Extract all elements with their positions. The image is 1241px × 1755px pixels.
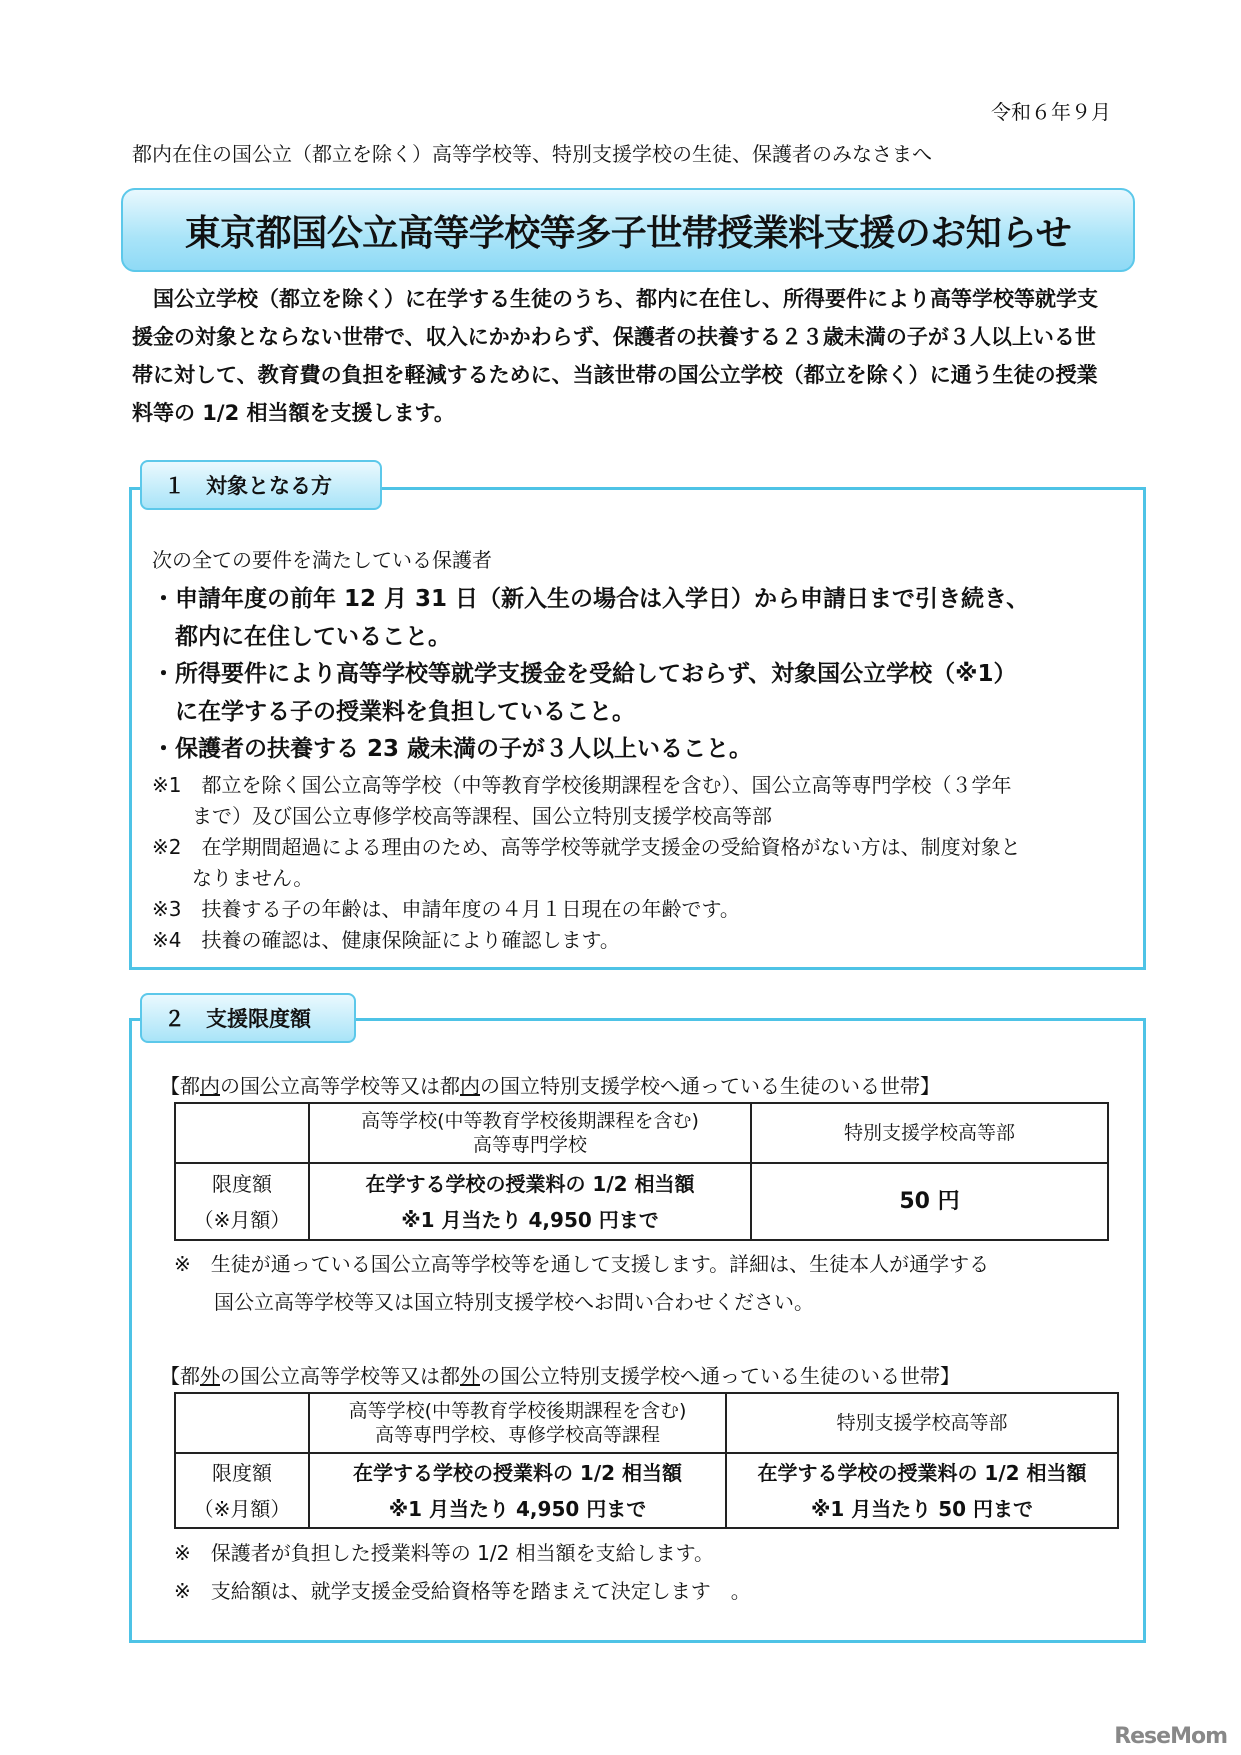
cell-text: 在学する学校の授業料の 1/2 相当額 (365, 1171, 695, 1196)
date: 令和６年９月 (991, 100, 1111, 124)
section2-heading: ２ 支援限度額 (140, 993, 356, 1043)
table2-cell1 (309, 1453, 726, 1528)
table1-caption (160, 1070, 940, 1099)
table2-header-col1 (309, 1393, 726, 1453)
section1-lead: 次の全ての要件を満たしている保護者 (152, 548, 492, 572)
table2-header-col2: 特別支援学校高等部 (726, 1393, 1118, 1453)
table2-note-2: ※ 支給額は、就学支援金受給資格等を踏まえて決定します 。 (174, 1579, 751, 1603)
caption-text: の国公立高等学校等又は都 (220, 1364, 460, 1388)
caption-text: 【都 (160, 1074, 200, 1098)
cell-text: ※1 月当たり 4,950 円まで (401, 1207, 659, 1232)
bullet-1-line-1: ・申請年度の前年 12 月 31 日（新入生の場合は入学日）から申請日まで引き続き、 (152, 586, 1030, 612)
bullet-3: ・保護者の扶養する 23 歳未満の子が３人以上いること。 (152, 736, 753, 762)
intro-paragraph: 国公立学校（都立を除く）に在学する生徒のうち、都内に在住し、所得要件により高等学校等就学支援金の対象とならない世帯で、収入にかかわらず、保護者の扶養する２３歳未満の子が３人以上いる世帯に対して、教育費の負担を軽減するために、当該世帯の国公立学校（都立を除く）に通う生徒の授業料等の 1/2 相当額を支援します。 (132, 287, 1098, 425)
resemom-watermark-logo: ReseMom (1114, 1724, 1227, 1749)
cell-text: ※1 月当たり 4,950 円まで (388, 1496, 647, 1521)
label-text: （※月額） (193, 1496, 291, 1521)
note-1-line-2: まで）及び国公立専修学校高等課程、国公立特別支援学校高等部 (152, 804, 772, 828)
note-2-line-2: なりません。 (152, 866, 314, 890)
table1-row-label (175, 1163, 309, 1240)
caption-emphasis: 外 (200, 1364, 220, 1388)
note-3: ※3 扶養する子の年齢は、申請年度の４月１日現在の年齢です。 (152, 897, 740, 921)
table2 (174, 1392, 1119, 1529)
table1 (174, 1102, 1109, 1241)
page-title: 東京都国公立高等学校等多子世帯授業料支援のお知らせ (184, 212, 1072, 254)
section1-heading: １ 対象となる方 (140, 460, 382, 510)
header-text: 高等専門学校 (472, 1134, 587, 1156)
caption-text: の国公立特別支援学校へ通っている生徒のいる世帯】 (480, 1364, 960, 1388)
table1-cell2: 50 円 (751, 1163, 1108, 1240)
caption-emphasis: 内 (200, 1074, 220, 1098)
table1-note-2: 国公立高等学校等又は国立特別支援学校へお問い合わせください。 (174, 1290, 814, 1314)
cell-text: 在学する学校の授業料の 1/2 相当額 (352, 1460, 683, 1485)
table2-caption (160, 1360, 960, 1389)
bullet-1-line-2: 都内に在住していること。 (152, 624, 451, 650)
bullet-2-line-1: ・所得要件により高等学校等就学支援金を受給しておらず、対象国公立学校（※1） (152, 661, 1017, 687)
caption-emphasis: 内 (460, 1074, 480, 1098)
addressee: 都内在住の国公立（都立を除く）高等学校等、特別支援学校の生徒、保護者のみなさまへ (132, 142, 932, 166)
table1-header-col1 (309, 1103, 751, 1163)
cell-text: 在学する学校の授業料の 1/2 相当額 (757, 1460, 1087, 1485)
table1-header-col2: 特別支援学校高等部 (751, 1103, 1108, 1163)
header-text: 高等学校(中等教育学校後期課程を含む) (361, 1110, 699, 1132)
note-4: ※4 扶養の確認は、健康保険証により確認します。 (152, 928, 620, 952)
caption-text: の国公立高等学校等又は都 (220, 1074, 460, 1098)
table2-cell2 (726, 1453, 1118, 1528)
table2-row-label (175, 1453, 309, 1528)
header-text: 高等専門学校、専修学校高等課程 (374, 1424, 660, 1446)
label-text: （※月額） (193, 1207, 291, 1232)
cell-text: ※1 月当たり 50 円まで (810, 1496, 1034, 1521)
bullet-2-line-2: に在学する子の授業料を負担していること。 (152, 699, 635, 725)
caption-emphasis: 外 (460, 1364, 480, 1388)
note-2-line-1: ※2 在学期間超過による理由のため、高等学校等就学支援金の受給資格がない方は、制度対象と (152, 835, 1021, 859)
note-1-line-1: ※1 都立を除く国公立高等学校（中等教育学校後期課程を含む）、国公立高等専門学校（３学年 (152, 773, 1012, 797)
caption-text: の国立特別支援学校へ通っている生徒のいる世帯】 (480, 1074, 940, 1098)
label-text: 限度額 (212, 1171, 272, 1196)
table1-corner (175, 1103, 309, 1163)
table1-note-1: ※ 生徒が通っている国公立高等学校等を通して支援します。詳細は、生徒本人が通学する (174, 1252, 990, 1276)
label-text: 限度額 (212, 1460, 272, 1485)
table1-cell1 (309, 1163, 751, 1240)
table2-corner (175, 1393, 309, 1453)
table2-note-1: ※ 保護者が負担した授業料等の 1/2 相当額を支給します。 (174, 1541, 715, 1565)
caption-text: 【都 (160, 1364, 200, 1388)
header-text: 高等学校(中等教育学校後期課程を含む) (348, 1400, 687, 1422)
title-banner (121, 188, 1135, 272)
